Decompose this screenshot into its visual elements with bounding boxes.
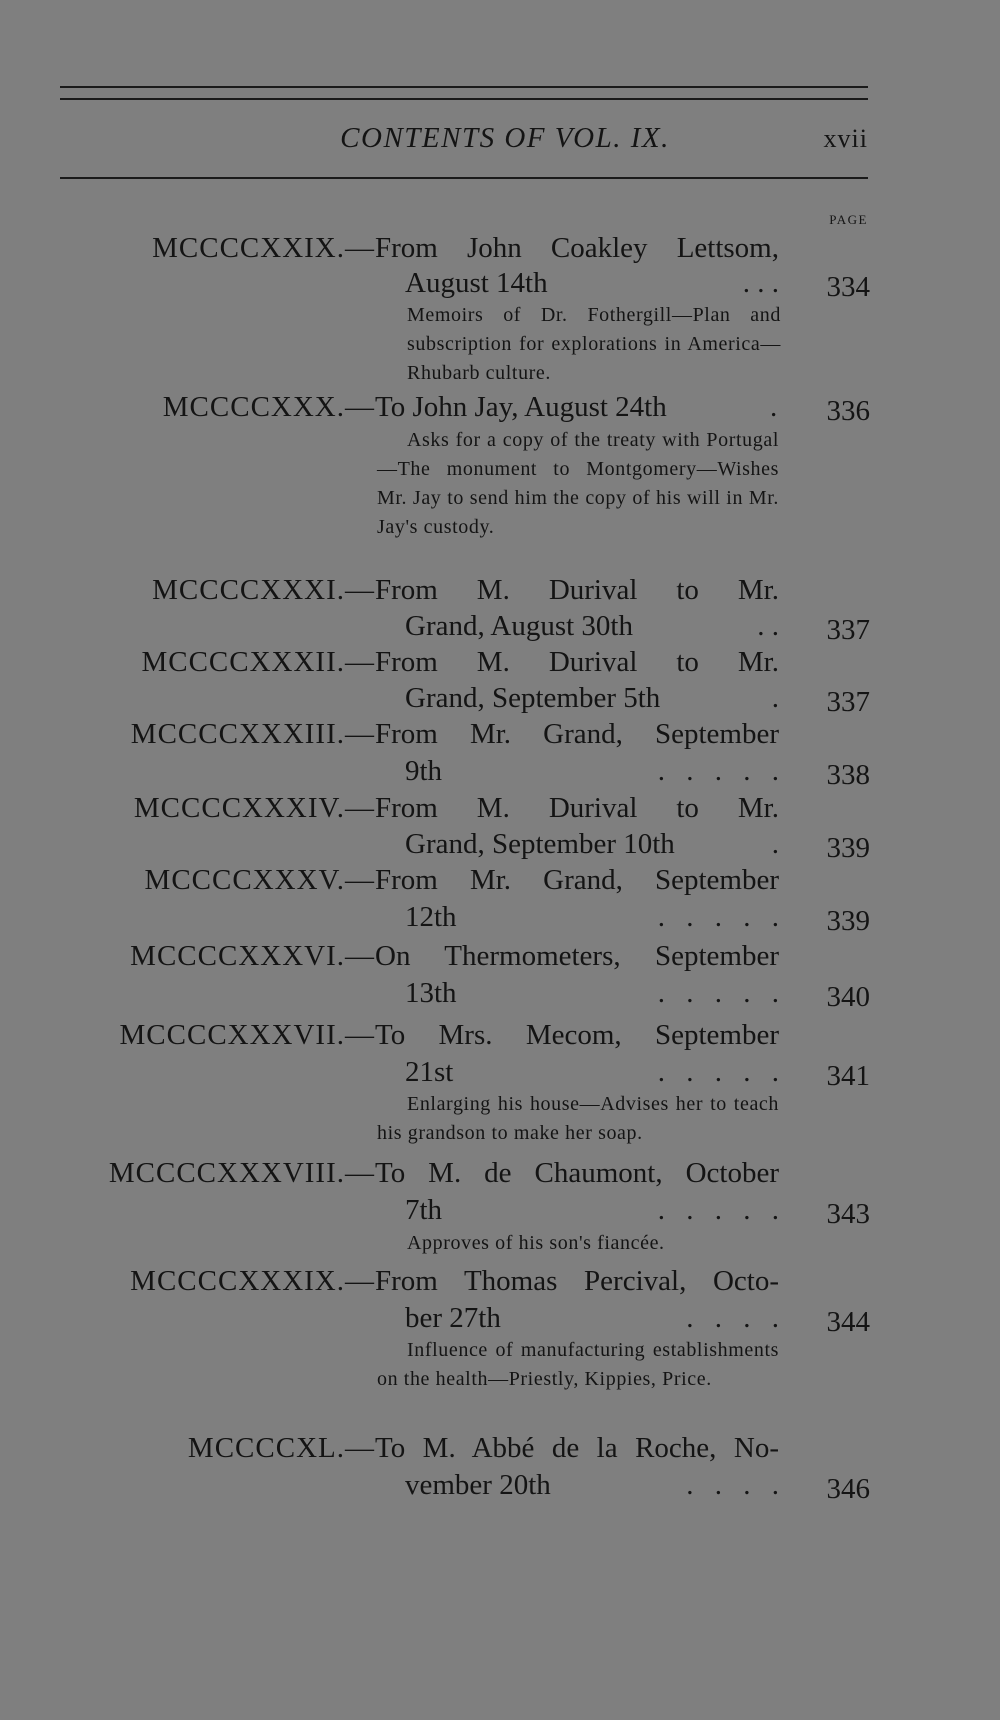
entry-title: From John Coakley Lettsom, bbox=[375, 232, 779, 264]
dot-leaders: . . . . . bbox=[657, 901, 779, 933]
entry-title: To M. Abbé de la Roche, No- bbox=[375, 1432, 779, 1464]
dot-leaders: . . . . bbox=[686, 1302, 779, 1334]
dot-leaders: . . . . . bbox=[657, 1194, 779, 1226]
dot-leaders: . . . bbox=[742, 267, 779, 299]
entry-numeral: MCCCCXXXIII.— bbox=[130, 718, 375, 750]
entry-numeral: MCCCCXXX.— bbox=[162, 391, 375, 423]
dot-leaders: . . . . . bbox=[657, 1056, 779, 1088]
entry-title-continued: 7th bbox=[405, 1194, 443, 1226]
entry-summary: Enlarging his house—Advises her to teach his grandson to make her soap. bbox=[377, 1093, 779, 1144]
dot-leaders: . . . . . bbox=[657, 755, 779, 787]
dot-leaders: . bbox=[771, 828, 779, 860]
dot-leaders: . . . . . bbox=[657, 977, 779, 1009]
toc-entry-first-line bbox=[0, 1016, 1000, 1054]
toc-entry-first-line bbox=[0, 861, 1000, 899]
entry-numeral: MCCCCXL.— bbox=[187, 1432, 375, 1464]
entry-page-number: 336 bbox=[826, 395, 870, 427]
entry-page-number: 337 bbox=[826, 614, 870, 646]
entry-title-continued: 13th bbox=[405, 977, 457, 1009]
entry-title-continued: ber 27th bbox=[405, 1302, 501, 1334]
dot-leaders: . bbox=[770, 391, 778, 423]
entry-title: From Mr. Grand, September bbox=[375, 718, 779, 750]
entry-page-number: 343 bbox=[826, 1198, 870, 1230]
dot-leaders: . bbox=[771, 682, 779, 714]
entry-numeral: MCCCCXXXIV.— bbox=[133, 792, 375, 824]
entry-title: From M. Durival to Mr. bbox=[375, 792, 779, 824]
entry-summary: Influence of manufacturing establishments on the health—Priestly, Kippies, Price. bbox=[377, 1339, 779, 1390]
page-column-label: PAGE bbox=[829, 212, 868, 227]
toc-entry-first-line bbox=[0, 229, 1000, 267]
entry-title: To John Jay, August 24th bbox=[375, 391, 667, 423]
entry-page-number: 334 bbox=[826, 271, 870, 303]
entry-page-number: 338 bbox=[826, 759, 870, 791]
toc-entry-first-line bbox=[0, 1262, 1000, 1300]
toc-entry-second-line bbox=[405, 1466, 779, 1504]
entry-page-number: 341 bbox=[826, 1060, 870, 1092]
entry-title-continued: 9th bbox=[405, 755, 443, 787]
page-number: xvii bbox=[823, 124, 868, 153]
entry-title: From Thomas Percival, Octo- bbox=[375, 1265, 779, 1297]
entry-numeral: MCCCCXXXIX.— bbox=[130, 1265, 375, 1297]
toc-entry-second-line bbox=[405, 679, 779, 717]
toc-entry-second-line bbox=[405, 752, 779, 790]
entry-title-continued: August 14th bbox=[405, 267, 548, 299]
entry-title-continued: 21st bbox=[405, 1056, 454, 1088]
toc-entry-first-line bbox=[0, 937, 1000, 975]
entry-numeral: MCCCCXXXVI.— bbox=[130, 940, 375, 972]
entry-page-number: 339 bbox=[826, 832, 870, 864]
toc-entry-second-line bbox=[405, 974, 779, 1012]
top-rule bbox=[60, 86, 868, 88]
entry-title: On Thermometers, September bbox=[375, 940, 779, 972]
top-rule-secondary bbox=[60, 98, 868, 100]
entry-page-number: 339 bbox=[826, 905, 870, 937]
toc-entry-first-line bbox=[0, 789, 1000, 827]
toc-entry-first-line bbox=[0, 571, 1000, 609]
entry-title-continued: 12th bbox=[405, 901, 457, 933]
entry-title-continued: Grand, August 30th bbox=[405, 610, 633, 642]
entry-title-continued: Grand, September 10th bbox=[405, 828, 675, 860]
entry-numeral: MCCCCXXXVIII.— bbox=[108, 1157, 375, 1189]
entry-title: To M. de Chaumont, October bbox=[375, 1157, 779, 1189]
toc-entry-second-line bbox=[405, 825, 779, 863]
entry-numeral: MCCCCXXXII.— bbox=[141, 646, 375, 678]
toc-entry-first-line bbox=[0, 715, 1000, 753]
toc-entry-first-line bbox=[0, 1429, 1000, 1467]
entry-numeral: MCCCCXXXVII.— bbox=[119, 1019, 375, 1051]
toc-entry-second-line bbox=[405, 1299, 779, 1337]
toc-entry-second-line bbox=[405, 1053, 779, 1091]
entry-page-number: 344 bbox=[826, 1306, 870, 1338]
entry-page-number: 337 bbox=[826, 686, 870, 718]
running-header-title: CONTENTS OF VOL. IX. bbox=[340, 122, 670, 154]
entry-title-continued: vember 20th bbox=[405, 1469, 551, 1501]
toc-entry-first-line bbox=[0, 1154, 1000, 1192]
toc-entry-second-line bbox=[405, 1191, 779, 1229]
entry-title: From M. Durival to Mr. bbox=[375, 574, 779, 606]
entry-page-number: 346 bbox=[826, 1473, 870, 1505]
entry-summary: Memoirs of Dr. Fothergill—Plan and subscription for explorations in America—Rhubarb culture. bbox=[407, 304, 781, 384]
toc-entry-second-line bbox=[405, 607, 779, 645]
entry-title: From Mr. Grand, September bbox=[375, 864, 779, 896]
entry-numeral: MCCCCXXXI.— bbox=[152, 574, 375, 606]
toc-entry-first-line bbox=[0, 643, 1000, 681]
dot-leaders: . . . . bbox=[686, 1469, 779, 1501]
entry-summary: Asks for a copy of the treaty with Portugal—The monument to Montgomery—Wishes Mr. Jay to send him the copy of his will in Mr. Jay's custody. bbox=[377, 429, 779, 538]
entry-numeral: MCCCCXXXV.— bbox=[144, 864, 375, 896]
entry-title: To Mrs. Mecom, September bbox=[375, 1019, 779, 1051]
entry-title-continued: Grand, September 5th bbox=[405, 682, 661, 714]
toc-entry-second-line bbox=[405, 898, 779, 936]
entry-numeral: MCCCCXXIX.— bbox=[152, 232, 375, 264]
toc-entry-second-line bbox=[405, 264, 779, 302]
entry-title: From M. Durival to Mr. bbox=[375, 646, 779, 678]
header-rule bbox=[60, 177, 868, 179]
entry-page-number: 340 bbox=[826, 981, 870, 1013]
dot-leaders: . . bbox=[757, 610, 779, 642]
entry-summary: Approves of his son's fiancée. bbox=[407, 1232, 665, 1254]
